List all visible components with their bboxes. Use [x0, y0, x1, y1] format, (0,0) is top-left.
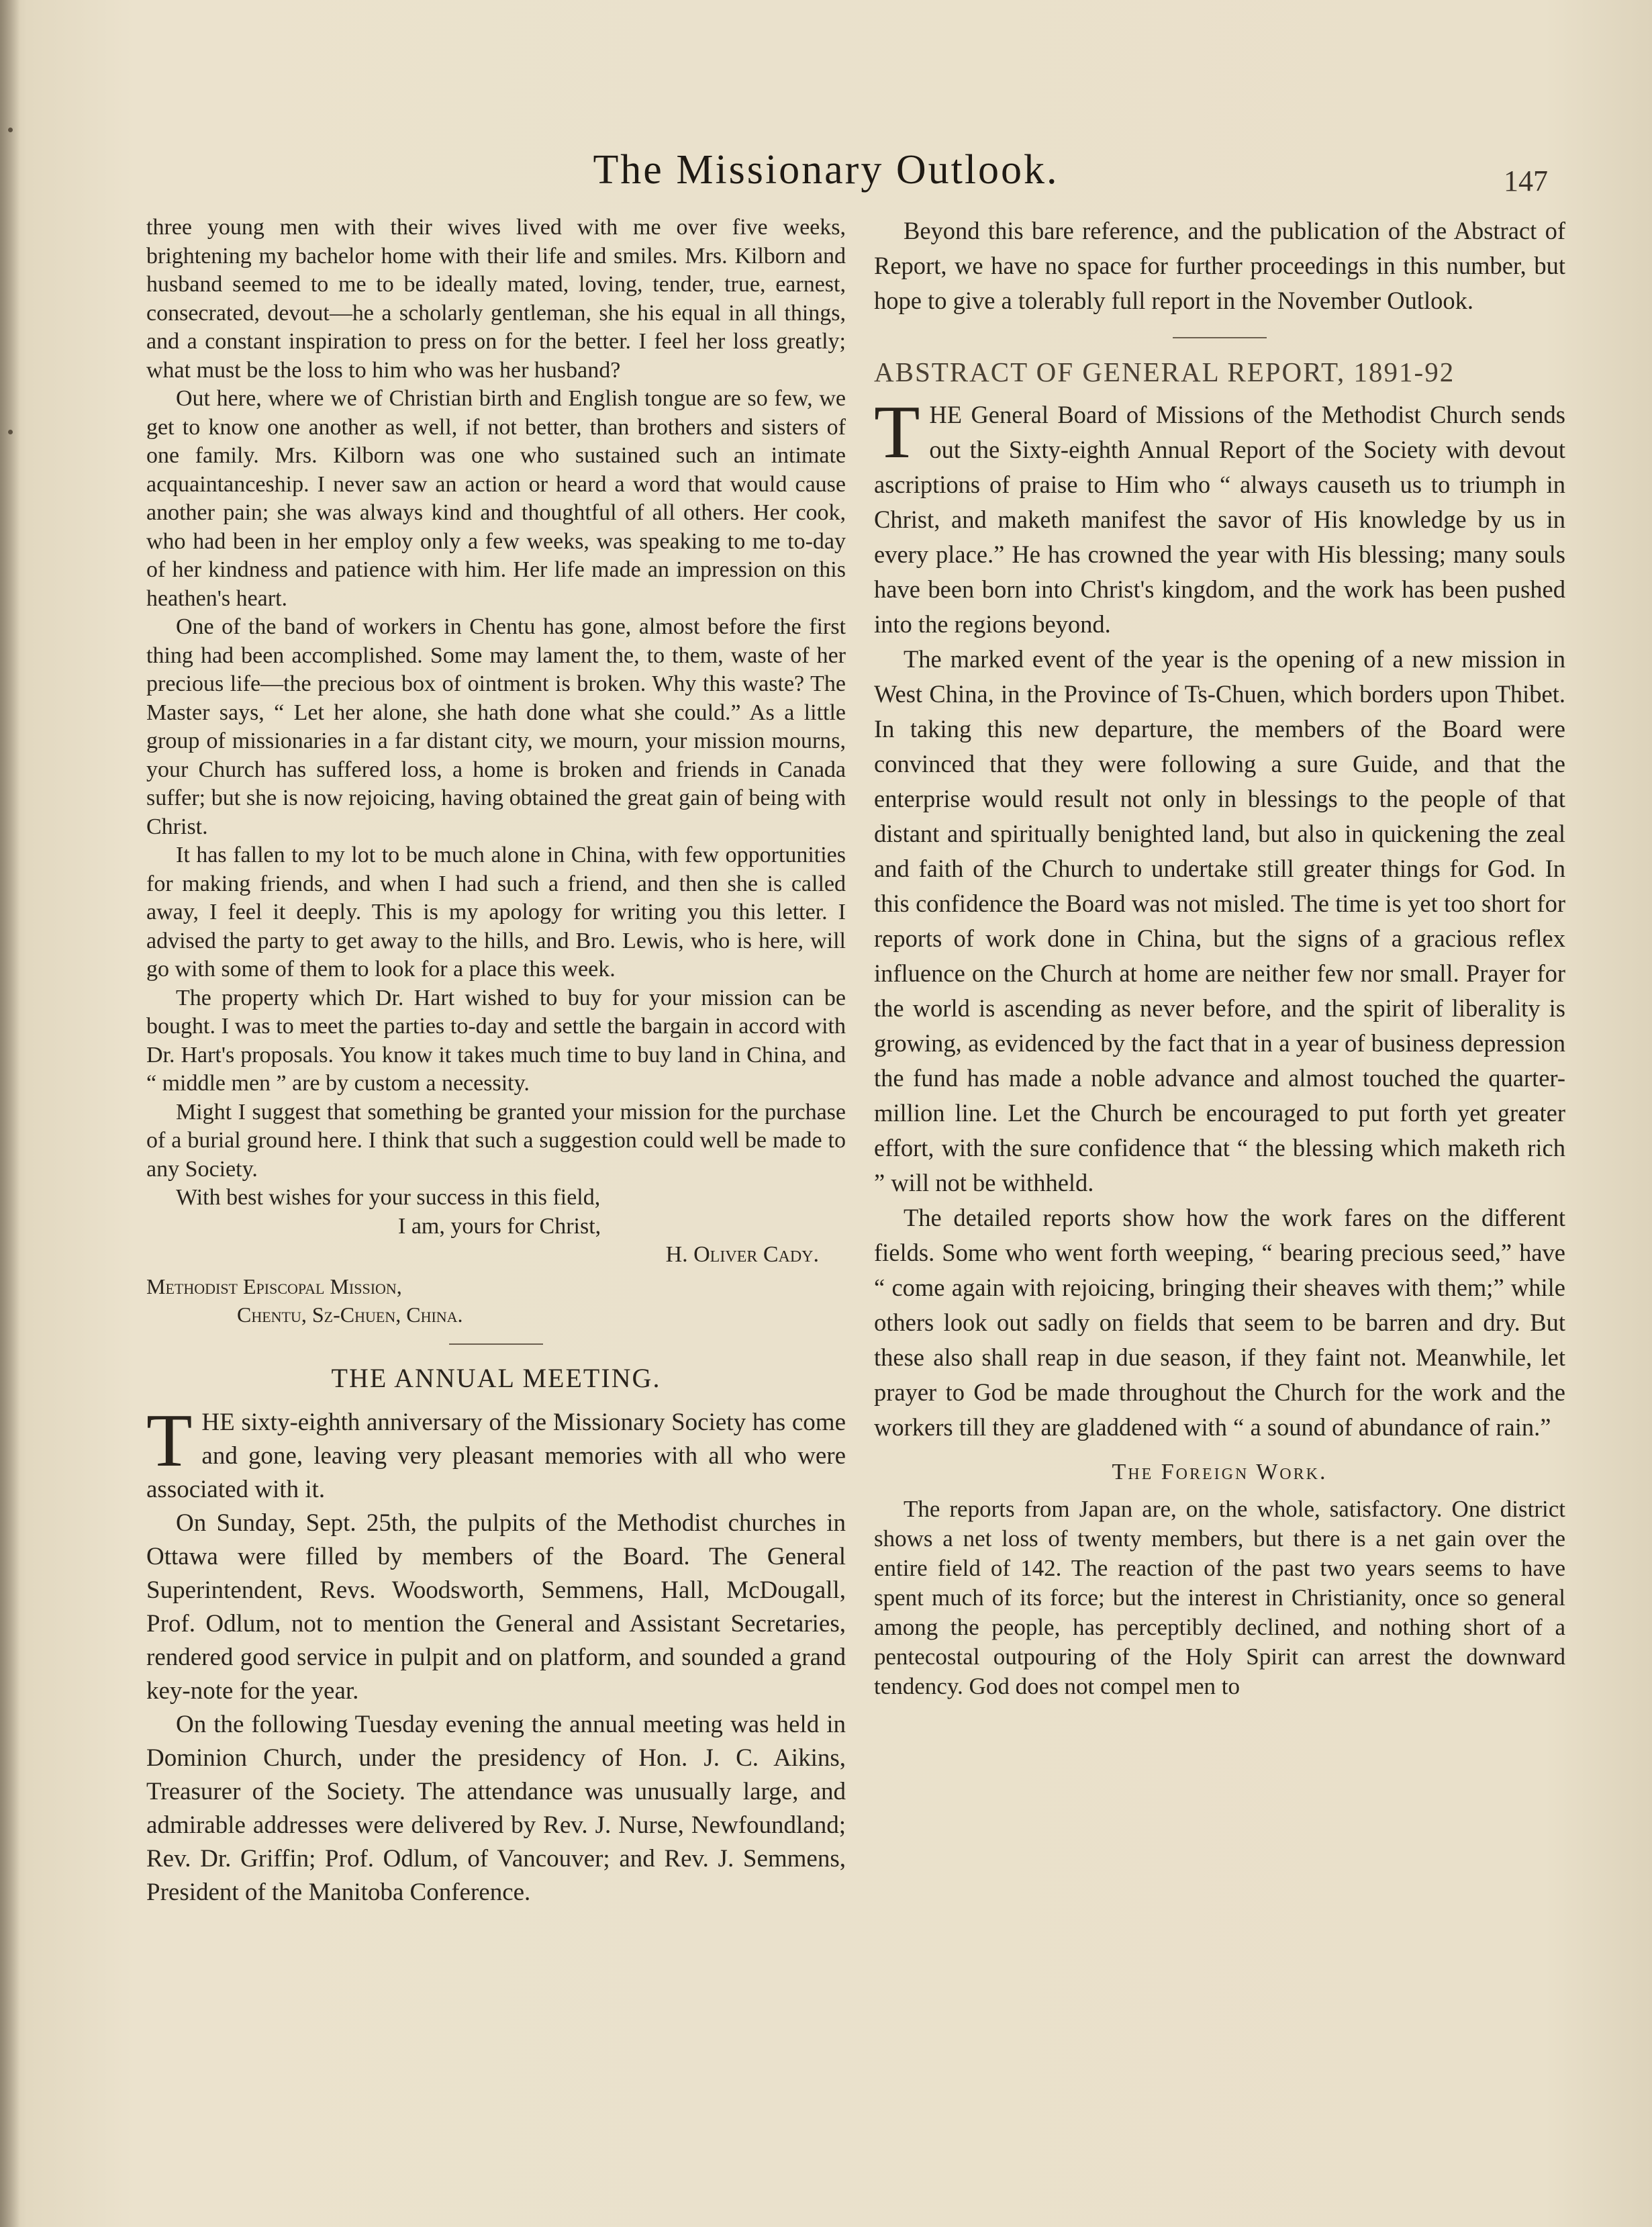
- report-paragraph: The detailed reports show how the work fares on the different fields. Some who went forth weeping, “ bearing precious seed,” have “ come again with rejoicing, bringing their sheaves with them;” while others look out sadly on fields that seem to be barren and dry. But these also shall reap in due season, if they faint not. Meanwhile, let prayer to God be made throughout the Church for the work and the workers till they are gladdened with “ a sound of abundance of rain.”: [874, 1204, 1565, 1441]
- right-column: [874, 214, 1565, 1701]
- annual-meeting-body: [146, 1399, 846, 1909]
- letter-paragraph: Out here, where we of Christian birth and English tongue are so few, we get to know one another as well, if not better, than brothers and sisters of one family. Mrs. Kilborn was one who sustained such an intimate acquaintanceship. I never saw an action or heard a word that would cause another pain; she was always kind and thoughtful of all others. Her cook, who had been in her employ only a few weeks, was speaking to me to-day of her kindness and patience with him. Her life made an impression on this heathen's heart.: [146, 386, 846, 611]
- intro-paragraph: Beyond this bare reference, and the publication of the Abstract of Report, we have no space for further proceedings in this number, but hope to give a tolerably full report in the November Outlook.: [874, 217, 1565, 314]
- annual-meeting-paragraph: On Sunday, Sept. 25th, the pulpits of the Methodist churches in Ottawa were filled by members of the Board. The General Superintendent, Revs. Woodsworth, Semmens, Hall, McDougall, Prof. Odlum, not to mention the General and Assistant Secretaries, rendered good service in pulpit and on platform, and sounded a grand key-note for the year.: [146, 1509, 846, 1705]
- page-number: 147: [1504, 164, 1548, 197]
- foreign-work-body: [874, 1495, 1565, 1701]
- annual-meeting-paragraph: On the following Tuesday evening the annual meeting was held in Dominion Church, under the presidency of Hon. J. C. Aikins, Treasurer of the Society. The attendance was unusually large, and admirable addresses were delivered by Rev. J. Nurse, Newfoundland; Rev. Dr. Griffin; Prof. Odlum, of Vancouver; and Rev. J. Semmens, President of the Manitoba Conference.: [146, 1710, 846, 1906]
- letter-paragraph: One of the band of workers in Chentu has gone, almost before the first thing had been accomplished. Some may lament the, to them, waste of her precious life—the precious box of ointment is broken. Why this waste? The Master says, “ Let her alone, she hath done what she could.” As a little group of missionaries in a far distant city, we mourn, your mission mourns, your Church has suffered loss, a home is broken and friends in Canada suffer; but she is now rejoicing, having obtained the great gain of being with Christ.: [146, 614, 846, 839]
- address-line: Chentu, Sz-Chuen, China.: [237, 1302, 463, 1327]
- binding-shadow: [0, 0, 20, 2227]
- report-body: [874, 391, 1565, 1445]
- letter-paragraph: Might I suggest that something be granted your mission for the purchase of a burial ground here. I think that such a suggestion could well be made to any Society.: [146, 1099, 846, 1182]
- section-divider: [449, 1343, 543, 1345]
- letter-paragraph: The property which Dr. Hart wished to buy for your mission can be bought. I was to meet the parties to-day and settle the bargain in accord with Dr. Hart's proposals. You know it takes much time to buy land in China, and “ middle men ” are by custom a necessity.: [146, 985, 846, 1096]
- section-divider: [1173, 337, 1267, 338]
- report-paragraph: The marked event of the year is the opening of a new mission in West China, in the Province of Ts-Chuen, which borders upon Thibet. In taking this new departure, the members of the Board were convinced that they were following a sure Guide, and that the enterprise would result not only in blessings to the people of that distant and spiritually benighted land, but also in quickening the zeal and faith of the Church to undertake still greater things for God. In this confidence the Board was not misled. The time is yet too short for reports of work done in China, but the signs of a gracious reflex influence on the Church at home are neither few nor small. Prayer for the world is ascending as never before, and the spirit of liberality is growing, as evidenced by the fact that in a year of business depression the fund has made a noble advance and almost touched the quarter-million line. Let the Church be encouraged to put forth yet greater effort, with the sure confidence that “ the blessing which maketh rich ” will not be withheld.: [874, 645, 1565, 1196]
- letter-closing: [146, 1213, 846, 1270]
- signature: H. Oliver Cady.: [665, 1242, 819, 1267]
- closing-line: I am, yours for Christ,: [398, 1213, 601, 1239]
- foreign-work-heading: The Foreign Work.: [1112, 1460, 1328, 1484]
- left-column: [146, 214, 846, 1909]
- drop-cap: T: [874, 391, 920, 474]
- letter-paragraph: three young men with their wives lived with me over five weeks, brightening my bachelor home with their life and smiles. Mrs. Kilborn and husband seemed to me to be ideally mated, loving, tender, true, earnest, consecrated, devout—he a scholarly gentleman, she his equal in all things, and a constant inspiration to press on for the better. I feel her loss greatly; what must be the loss to him who was her husband?: [146, 215, 846, 383]
- letter-paragraph: With best wishes for your success in this field,: [176, 1185, 601, 1210]
- letter-paragraph: It has fallen to my lot to be much alone in China, with few opportunities for making friends, and when I had such a friend, and then she is called away, I feel it deeply. This is my apology for writing you this letter. I advised the party to get away to the hills, and Bro. Lewis, who is here, will go with some of them to look for a place this week.: [146, 843, 846, 982]
- letter-body: [146, 214, 846, 1213]
- binding-mark: [8, 128, 13, 132]
- sender-address: [146, 1272, 846, 1329]
- annual-meeting-heading: THE ANNUAL MEETING.: [331, 1362, 661, 1393]
- binding-mark: [8, 430, 13, 434]
- foreign-work-paragraph: The reports from Japan are, on the whole, satisfactory. One district shows a net loss of twenty members, but there is a net gain over the entire field of 142. The reaction of the past two years seems to have spent much of its force; but the interest in Christianity, once so general among the people, has perceptibly declined, and nothing short of a pentecostal outpouring of the Holy Spirit can arrest the downward tendency. God does not compel men to: [874, 1496, 1565, 1699]
- intro-text: HE sixty-eighth anniversary of the Missionary Society has come and gone, leaving very pleasant memories with all who were associated with it.: [146, 1408, 846, 1503]
- annual-meeting-intro: [146, 1399, 846, 1507]
- report-intro: [874, 391, 1565, 642]
- intro-body: [874, 214, 1565, 318]
- masthead-title: The Missionary Outlook.: [593, 147, 1059, 193]
- intro-text: HE General Board of Missions of the Methodist Church sends out the Sixty-eighth Annual Report of the Society with devout ascriptions of praise to Him who “ always causeth us to triumph in Christ, and maketh manifest the savor of His knowledge by us in every place.” He has crowned the year with His blessing; many souls have been born into Christ's kingdom, and the work has been pushed into the regions beyond.: [874, 401, 1565, 638]
- drop-cap: T: [146, 1399, 193, 1482]
- address-line: Methodist Episcopal Mission,: [146, 1274, 402, 1298]
- report-heading: ABSTRACT OF GENERAL REPORT, 1891-92: [874, 357, 1455, 387]
